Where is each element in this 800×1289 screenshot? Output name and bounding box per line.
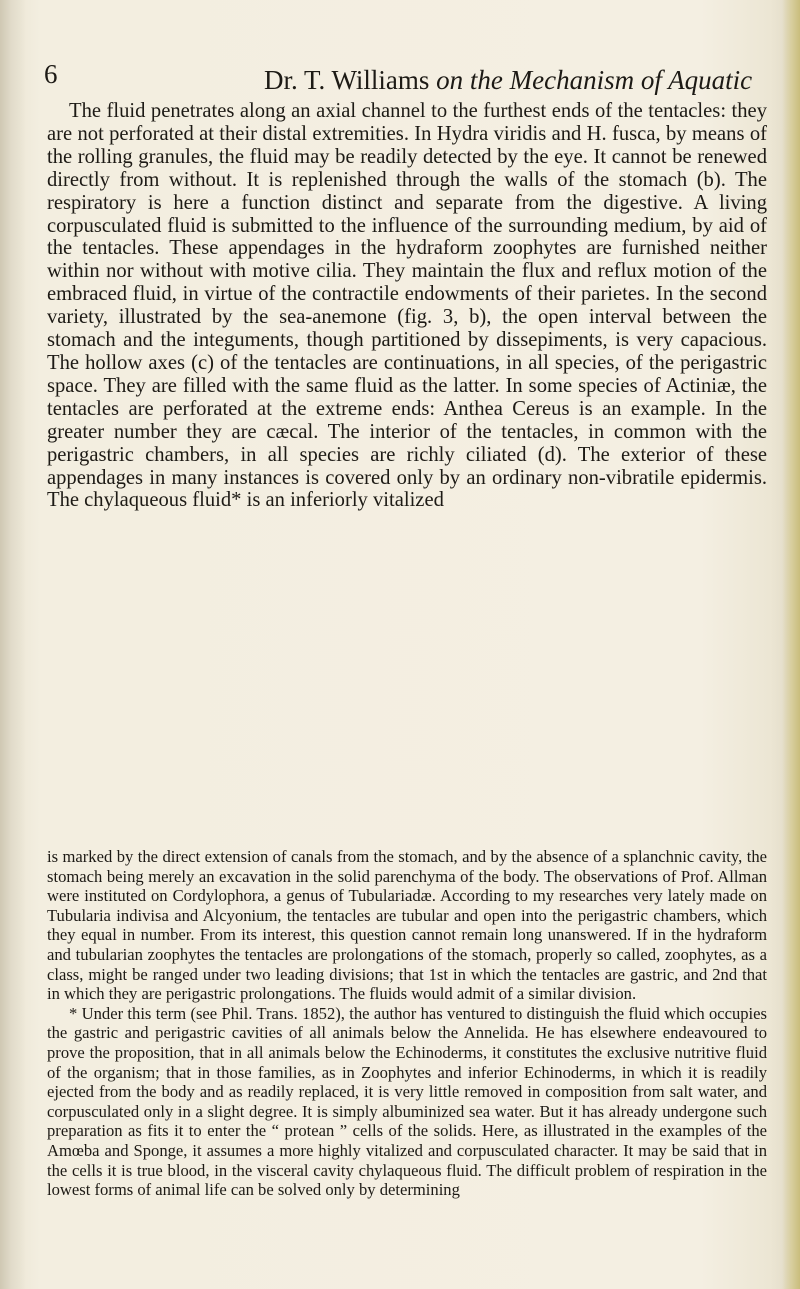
body-text [47, 100, 767, 512]
footnotes [47, 847, 767, 1200]
page-header [44, 58, 753, 98]
running-head-title: on the Mechanism of Aquatic [436, 65, 753, 95]
page-binding-shadow [0, 0, 26, 1289]
running-head-author: Dr. T. Williams [264, 65, 430, 95]
body-paragraph: The fluid penetrates along an axial channel to the furthest ends of the tentacles: they are not perforated at their distal extremities. In Hydra viridis and H. fusca, by means of the rolling granules, the fluid may be readily detected by the eye. It cannot be renewed directly from without. It is replenished through the walls of the stomach (b). The respiratory is here a function distinct and separate from the digestive. A living corpusculated fluid is submitted to the influence of the surrounding medium, by aid of the tentacles. These appendages in the hydraform zoophytes are furnished neither within nor without with motive cilia. They maintain the flux and reflux motion of the embraced fluid, in virtue of the contractile endowments of their parietes. In the second variety, illustrated by the sea-anemone (fig. 3, b), the open interval between the stomach and the integuments, though partitioned by dissepiments, is very capacious. The hollow axes (c) of the tentacles are continuations, in all species, of the perigastric space. They are filled with the same fluid as the latter. In some species of Actiniæ, the tentacles are perforated at the extreme ends: Anthea Cereus is an example. In the greater number they are cæcal. The interior of the tentacles, in common with the perigastric chambers, in all species are richly ciliated (d). The exterior of these appendages in many instances is covered only by an ordinary non-vibratile epidermis. The chylaqueous fluid* is an inferiorly vitalized [47, 100, 767, 512]
footnote-continuation: is marked by the direct extension of canals from the stomach, and by the absence of a splanchnic cavity, the stomach being merely an excavation in the solid parenchyma of the body. The observations of Prof. Allman were instituted on Cordylophora, a genus of Tubulariadæ. According to my researches very lately made on Tubularia indivisa and Alcyonium, the tentacles are tubular and open into the perigastric chambers, which they equal in number. From its interest, this question cannot remain long unanswered. If in the hydraform and tubularian zoophytes the tentacles are prolongations of the stomach, properly so called, zoophytes, as a class, might be ranged under two leading divisions; that 1st in which the tentacles are gastric, and 2nd that in which they are perigastric prolongations. The fluids would admit of a similar division. [47, 847, 767, 1004]
running-head [264, 64, 752, 96]
footnote-chylaqueous: * Under this term (see Phil. Trans. 1852), the author has ventured to distinguish the fluid which occupies the gastric and perigastric cavities of all animals below the Annelida. He has elsewhere endeavoured to prove the proposition, that in all animals below the Echinoderms, it constitutes the exclusive nutritive fluid of the organism; that in those families, as in Zoophytes and inferior Echinoderms, in which it is readily ejected from the body and as readily replaced, it is very little removed in composition from salt water, and corpusculated only in a slight degree. It is simply albuminized sea water. But it has already undergone such preparation as fits it to enter the “ protean ” cells of the solids. Here, as illustrated in the examples of the Amœba and Sponge, it assumes a more highly vitalized and corpusculated character. It may be said that in the cells it is true blood, in the visceral cavity chylaqueous fluid. The difficult problem of respiration in the lowest forms of animal life can be solved only by determining [47, 1003, 767, 1200]
page-number: 6 [44, 59, 58, 89]
page-edge [782, 0, 800, 1289]
